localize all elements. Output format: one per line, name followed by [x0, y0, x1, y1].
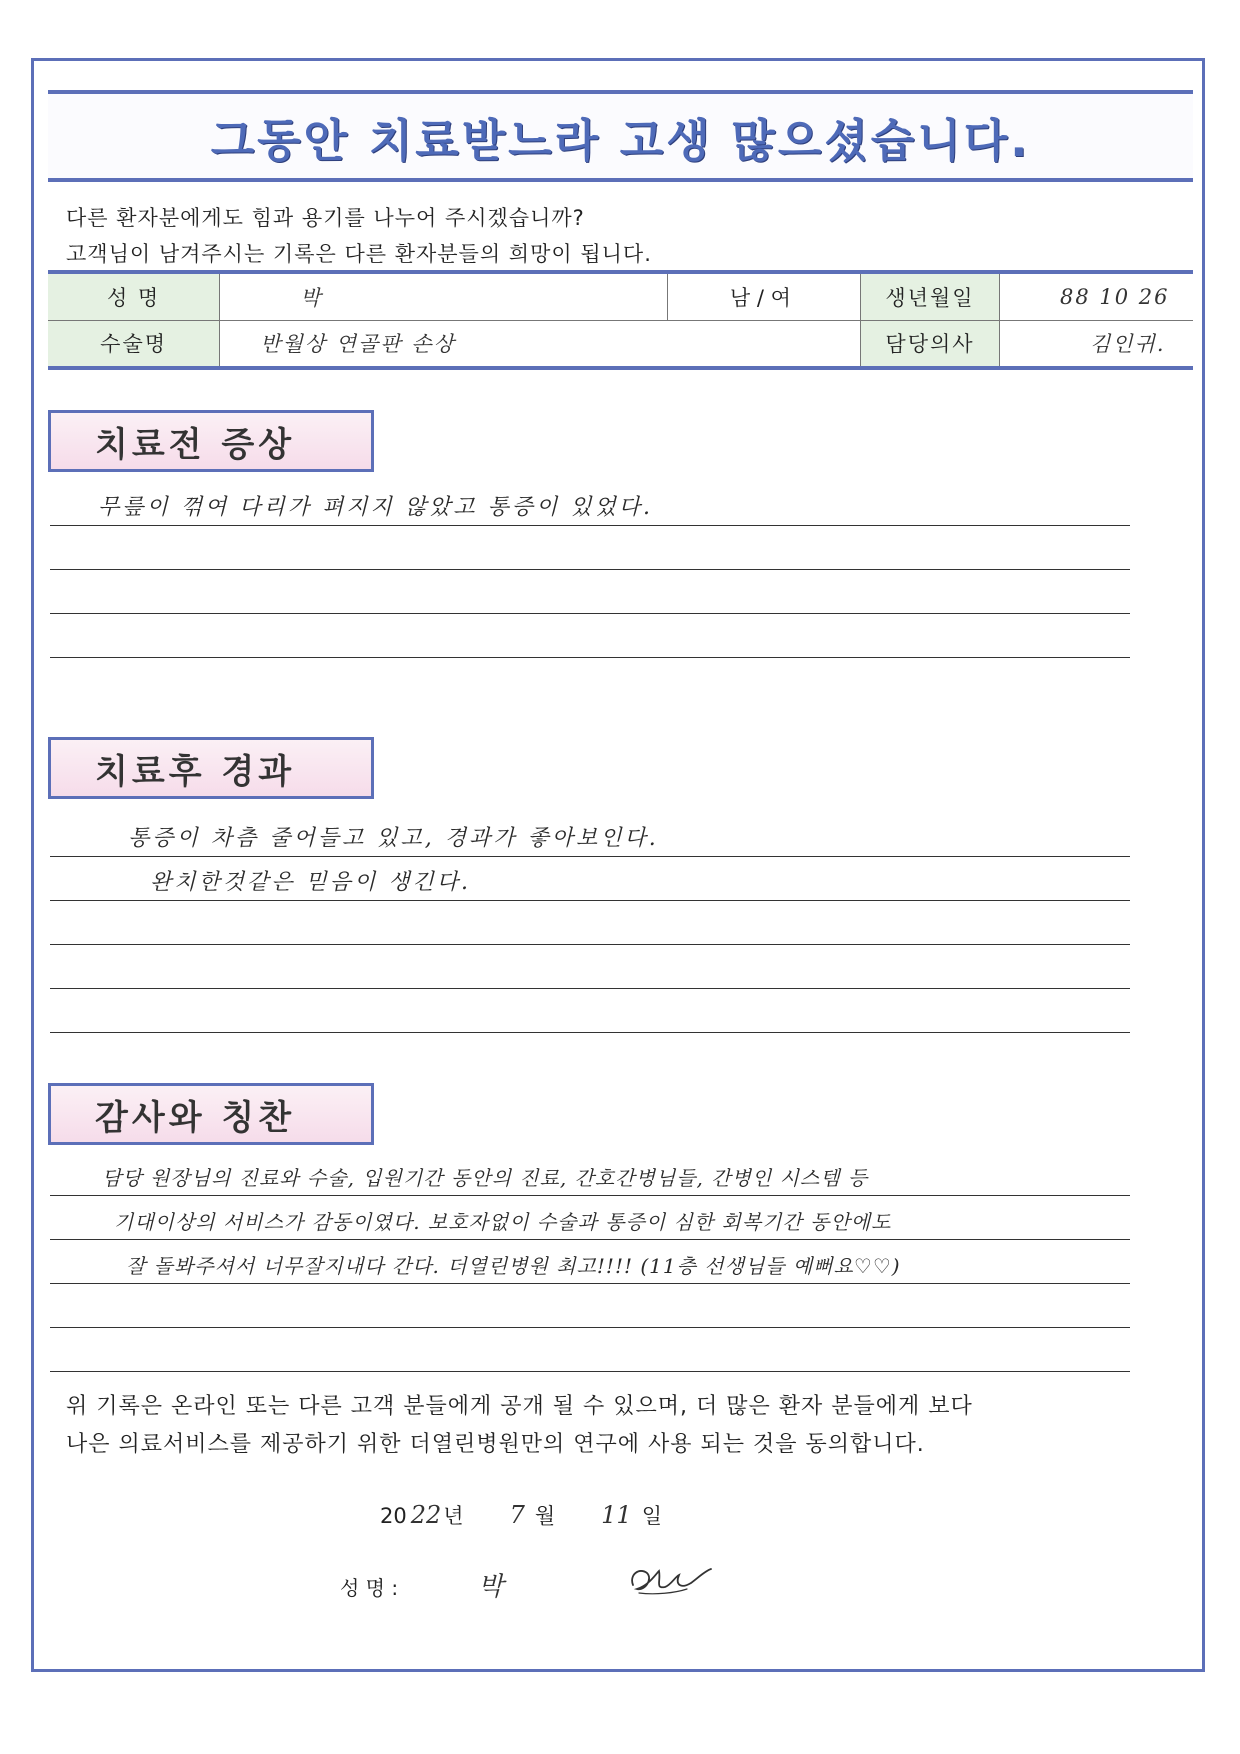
after-line: 완치한것같은 믿음이 생긴다. [50, 857, 1130, 901]
signature-name: 박 [478, 1572, 504, 1602]
surgery-value: 반월상 연골판 손상 [220, 320, 861, 368]
after-line [50, 989, 1130, 1033]
consent-line-1: 위 기록은 온라인 또는 다른 고객 분들에게 공개 될 수 있으며, 더 많은 환자 분들에게 보다 [66, 1394, 973, 1419]
intro-line-1: 다른 환자분에게도 힘과 용기를 나누어 주시겠습니까? [66, 206, 585, 230]
surgery-label: 수술명 [48, 320, 220, 368]
handwritten-signature-icon [625, 1555, 715, 1605]
doctor-label: 담당의사 [860, 320, 999, 368]
signature-label: 성 명 : [340, 1576, 399, 1600]
intro-line-2: 고객님이 남겨주시는 기록은 다른 환자분들의 희망이 됩니다. [66, 242, 652, 266]
birth-value: 88 10 26 [1000, 272, 1193, 320]
after-line [50, 901, 1130, 945]
after-line: 통증이 차츰 줄어들고 있고, 경과가 좋아보인다. [50, 813, 1130, 857]
intro-text [66, 200, 652, 272]
date-prefix: 20 [380, 1504, 407, 1528]
name-label: 성 명 [48, 272, 220, 320]
before-line [50, 526, 1130, 570]
thanks-line [50, 1328, 1130, 1372]
before-line [50, 614, 1130, 658]
patient-info-table [48, 270, 1193, 370]
date-year: 22 [410, 1501, 442, 1529]
date-month-unit: 월 [534, 1504, 556, 1528]
consent-text [66, 1388, 973, 1464]
doctor-value: 김인귀. [1000, 320, 1193, 368]
name-value: 박 [220, 272, 667, 320]
page-title: 그동안 치료받느라 고생 많으셨습니다. [210, 113, 1031, 167]
date-year-unit: 년 [443, 1504, 464, 1528]
after-heading-box [48, 737, 374, 799]
title-banner [48, 90, 1193, 182]
thanks-line [50, 1284, 1130, 1328]
consent-line-2: 나은 의료서비스를 제공하기 위한 더열린병원만의 연구에 사용 되는 것을 동의합니다. [66, 1432, 925, 1457]
date-row [380, 1500, 662, 1530]
after-heading: 치료후 경과 [95, 751, 296, 792]
before-line [50, 570, 1130, 614]
thanks-lines [50, 1152, 1130, 1372]
birth-label: 생년월일 [860, 272, 999, 320]
date-day: 11 [601, 1501, 632, 1529]
before-heading: 치료전 증상 [95, 424, 296, 465]
after-line [50, 945, 1130, 989]
before-lines [50, 482, 1130, 658]
before-line: 무릎이 꺾여 다리가 펴지지 않았고 통증이 있었다. [50, 482, 1130, 526]
before-heading-box [48, 410, 374, 472]
thanks-line: 담당 원장님의 진료와 수술, 입원기간 동안의 진료, 간호간병님들, 간병인 시스템 등 [50, 1152, 1130, 1196]
date-day-unit: 일 [641, 1504, 662, 1528]
after-lines [50, 813, 1130, 1033]
thanks-line: 잘 돌봐주셔서 너무잘지내다 간다. 더열린병원 최고!!!! (11층 선생님들 예뻐요♡♡) [50, 1240, 1130, 1284]
thanks-line: 기대이상의 서비스가 감동이였다. 보호자없이 수술과 통증이 심한 회복기간 동안에도 [50, 1196, 1130, 1240]
signature-row [340, 1566, 503, 1603]
thanks-heading-box [48, 1083, 374, 1145]
thanks-heading: 감사와 칭찬 [95, 1097, 296, 1138]
date-month: 7 [509, 1501, 525, 1529]
gender-label: 남 / 여 [667, 272, 860, 320]
